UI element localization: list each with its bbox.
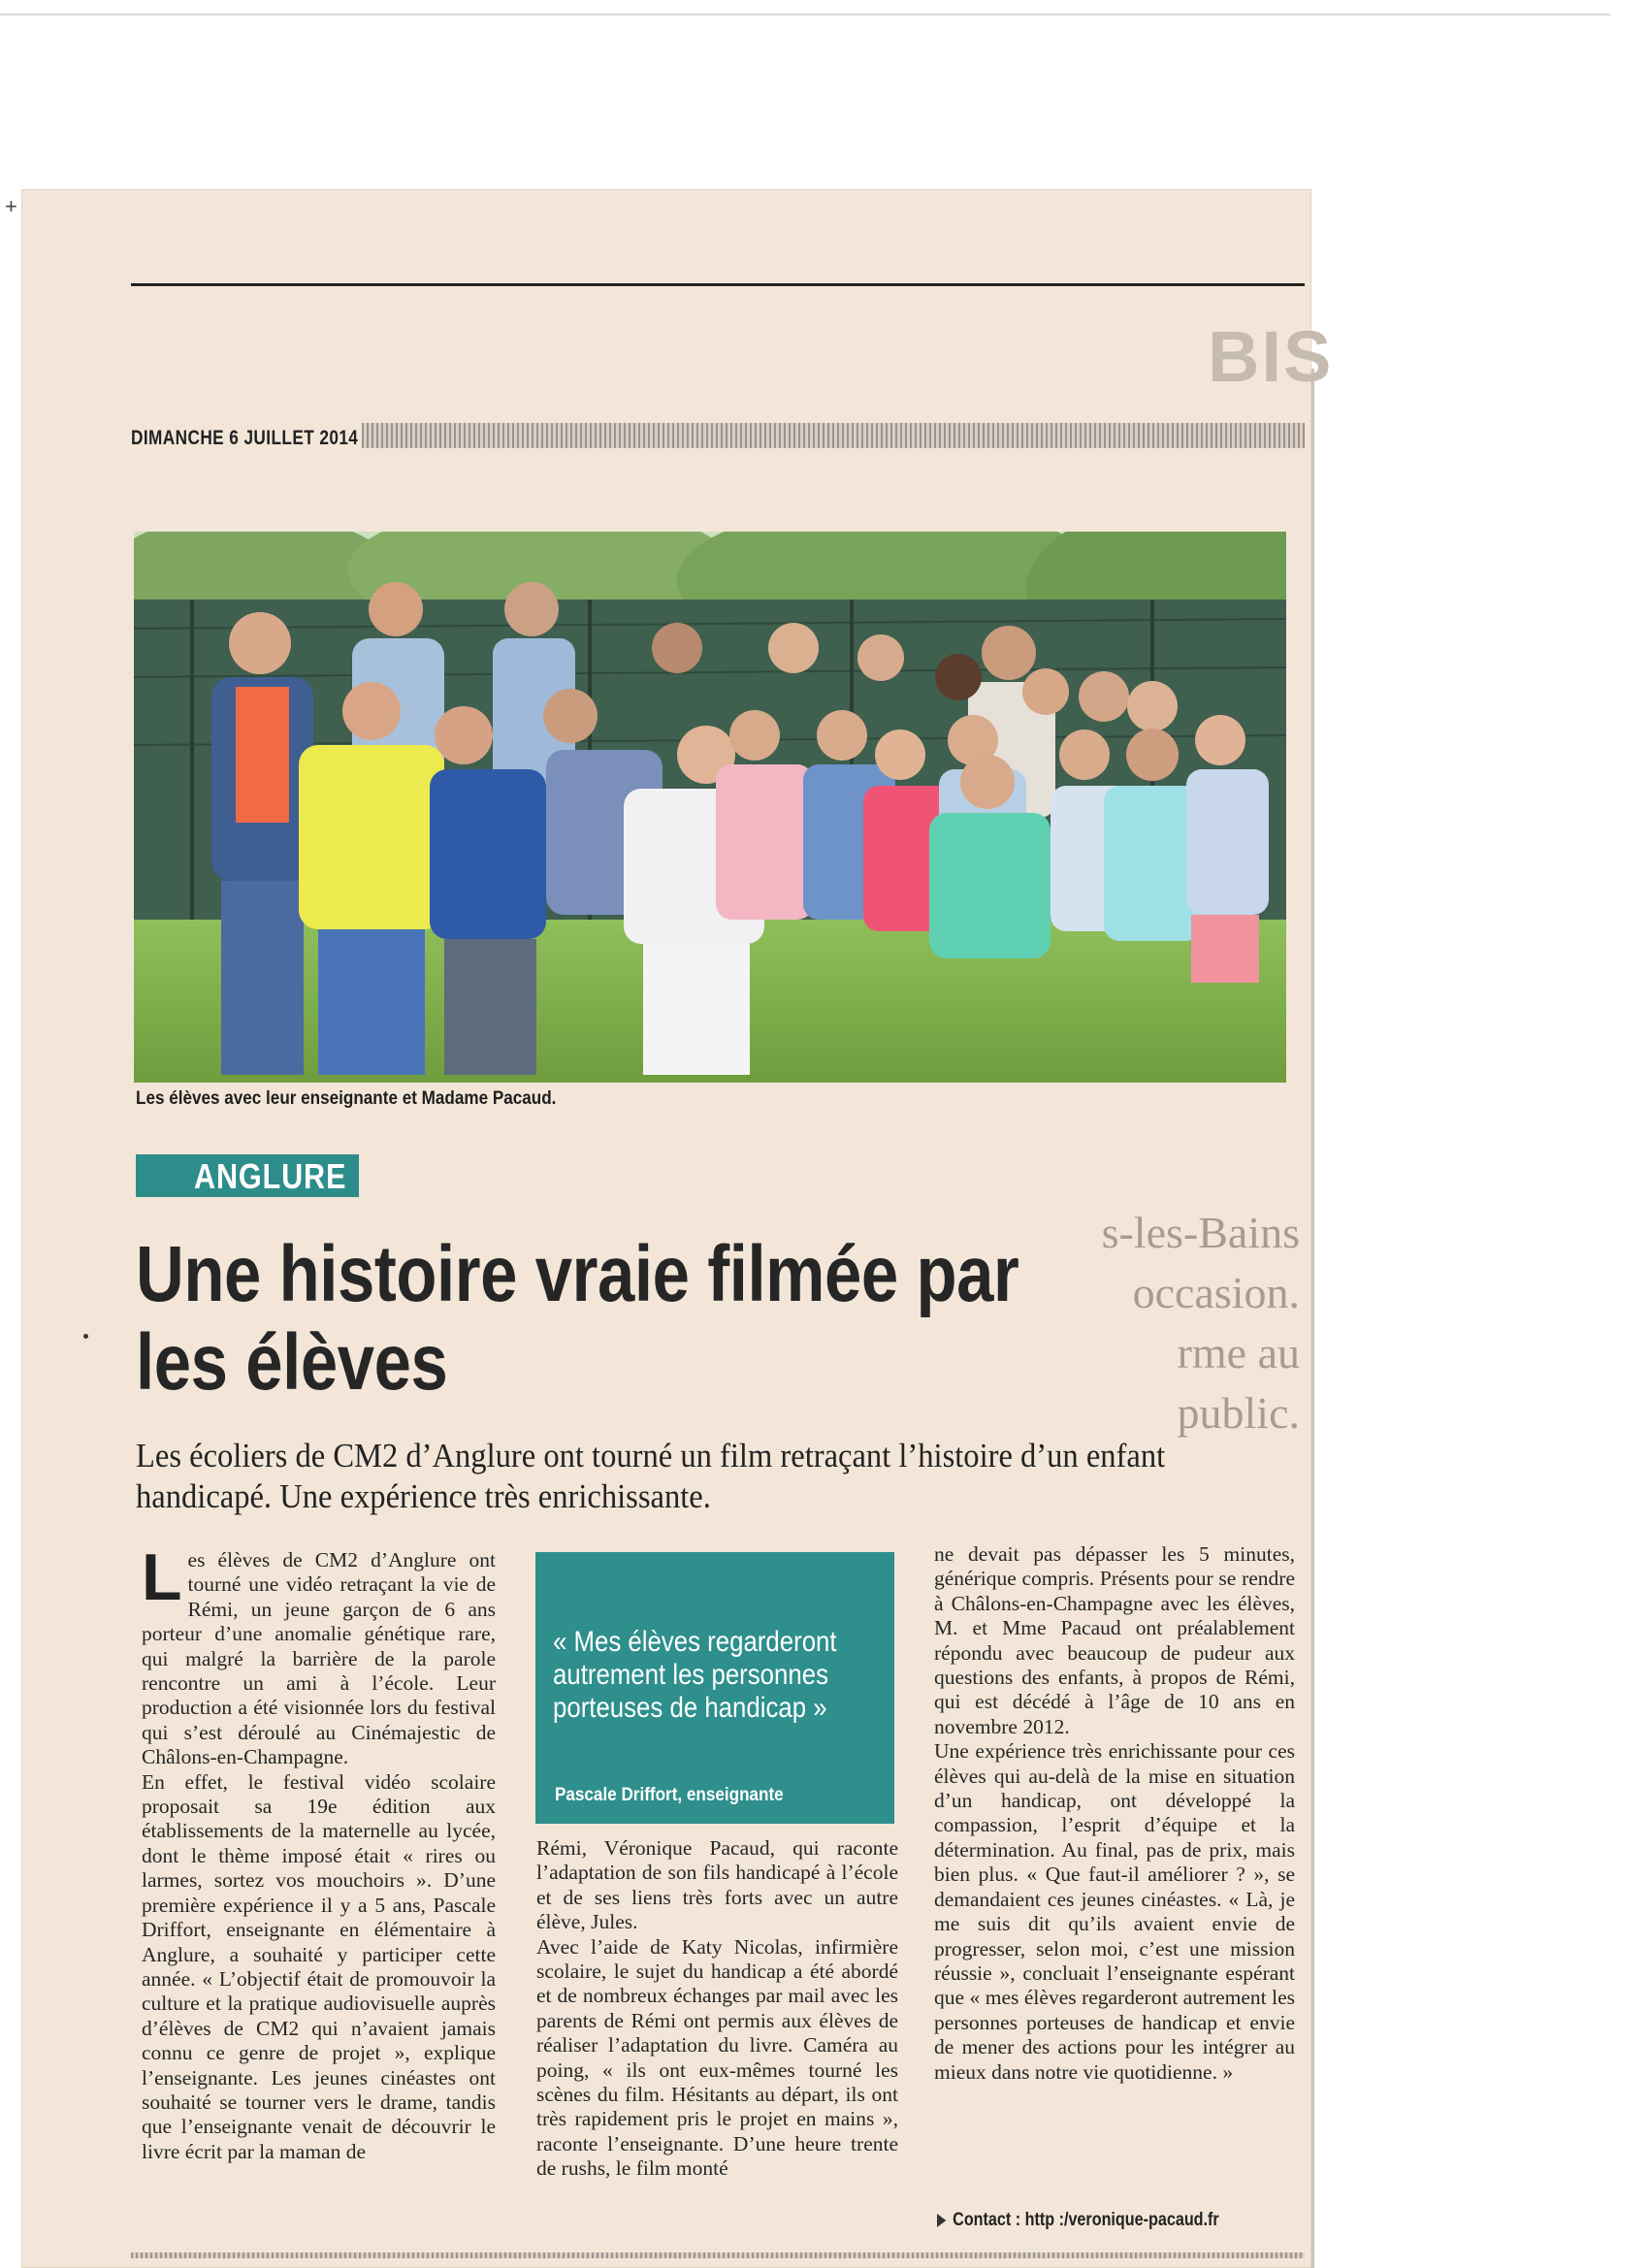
- page-date: DIMANCHE 6 JUILLET 2014: [131, 427, 359, 449]
- bleed-through-text: BIS: [1208, 316, 1334, 397]
- bleed-through-line: rme au public.: [1177, 1328, 1300, 1438]
- contact-text: Contact : http :/veronique-pacaud.fr: [953, 2210, 1219, 2230]
- rubric-label: ANGLURE: [194, 1156, 347, 1196]
- bottom-rule: [131, 2252, 1305, 2258]
- article-column-1: [142, 1540, 496, 2164]
- contact-line: [937, 2210, 1219, 2231]
- scan-edge: [0, 14, 1610, 16]
- drop-cap: L: [142, 1540, 182, 1614]
- arrow-right-icon: [937, 2214, 946, 2227]
- bleed-through-line: occasion.: [1132, 1268, 1300, 1317]
- class-photo: [134, 532, 1286, 1083]
- clipping-edge-shadow: [1311, 369, 1314, 2268]
- article-headline: Une histoire vraie filmée par les élèves: [136, 1230, 1019, 1407]
- class-photo-illustration: [134, 532, 1286, 1083]
- photo-caption: Les élèves avec leur enseignante et Madame Pacaud.: [136, 1088, 557, 1109]
- pull-quote-author: Pascale Driffort, enseignante: [555, 1785, 784, 1805]
- scan-speck: [83, 1334, 88, 1339]
- pull-quote-text: « Mes élèves regarderont autrement les personnes porteuses de handicap »: [553, 1626, 837, 1724]
- article-standfirst: Les écoliers de CM2 d’Anglure ont tourné un film retraçant l’histoire d’un enfant handicapé. Une expérience très enrichissante.: [136, 1437, 1166, 1515]
- article-column-3: ne devait pas dépasser les 5 minutes, générique compris. Présents pour se rendre à Châlons-en-Champagne avec les élèves, M. et Mme Pacaud ont préalablement répondu avec beaucoup de pudeur aux questions des enfants, à propos de Rémi, qui est décédé à l’âge de 10 ans en novembre 2012. Une expérience très enrichissante pour ces élèves qui au-delà de la mise en situation d’un handicap, ont développé la compassion, l’esprit d’équipe et la détermination. Au final, pas de prix, mais bien plus. « Que faut-il améliorer ? », se demandaient ces jeunes cinéastes. « Là, je me suis dit qu’ils avaient envie de progresser, selon moi, c’est une mission réussie », concluait l’enseignante espérant que « mes élèves regarderont autrement les personnes porteuses de handicap et envie de mener des actions pour les intégrer au mieux dans notre vie quotidienne. »: [934, 1542, 1295, 2084]
- bleed-through-line: s-les-Bains: [1101, 1208, 1300, 1257]
- date-bar: [362, 423, 1305, 448]
- top-rule: [131, 283, 1305, 286]
- registration-mark-icon: +: [5, 194, 17, 218]
- column-1-text: es élèves de CM2 d’Anglure ont tourné une vidéo retraçant la vie de Rémi, un jeune garçon de 6 ans porteur d’une anomalie génétique rare, qui malgré la barrière de la parole rencontre un ami à l’école. Leur production a été visionnée lors du festival qui s’est déroulé au Cinémajestic de Châlons-en-Champagne. En effet, le festival vidéo scolaire proposait sa 19e édition aux établissements de la maternelle au lycée, dont le thème imposé était « rires ou larmes, sortez vos mouchoirs ». D’une première expérience il y a 5 ans, Pascale Driffort, enseignante en élémentaire à Anglure, a souhaité y participer cette année. « L’objectif était de promouvoir la culture et la pratique audiovisuelle auprès d’élèves de CM2 qui n’avaient jamais connu ce genre de projet », explique l’enseignante. Les jeunes cinéastes ont souhaité se tourner vers le drame, tandis que l’enseignante venait de découvrir le livre écrit par la maman de: [142, 1548, 496, 2163]
- article-column-2: Rémi, Véronique Pacaud, qui raconte l’adaptation de son fils handicapé à l’école et de ses liens très forts avec un autre élève, Jules. Avec l’aide de Katy Nicolas, infirmière scolaire, le sujet du handicap a été abordé et de nombreux échanges par mail avec les parents de Rémi ont permis aux élèves de réaliser l’adaptation du livre. Caméra au poing, « ils ont eux-mêmes tourné les scènes du film. Hésitants au départ, ils ont très rapidement pris le projet en mains », raconte l’enseignante. D’une heure trente de rushs, le film monté: [536, 1836, 898, 2181]
